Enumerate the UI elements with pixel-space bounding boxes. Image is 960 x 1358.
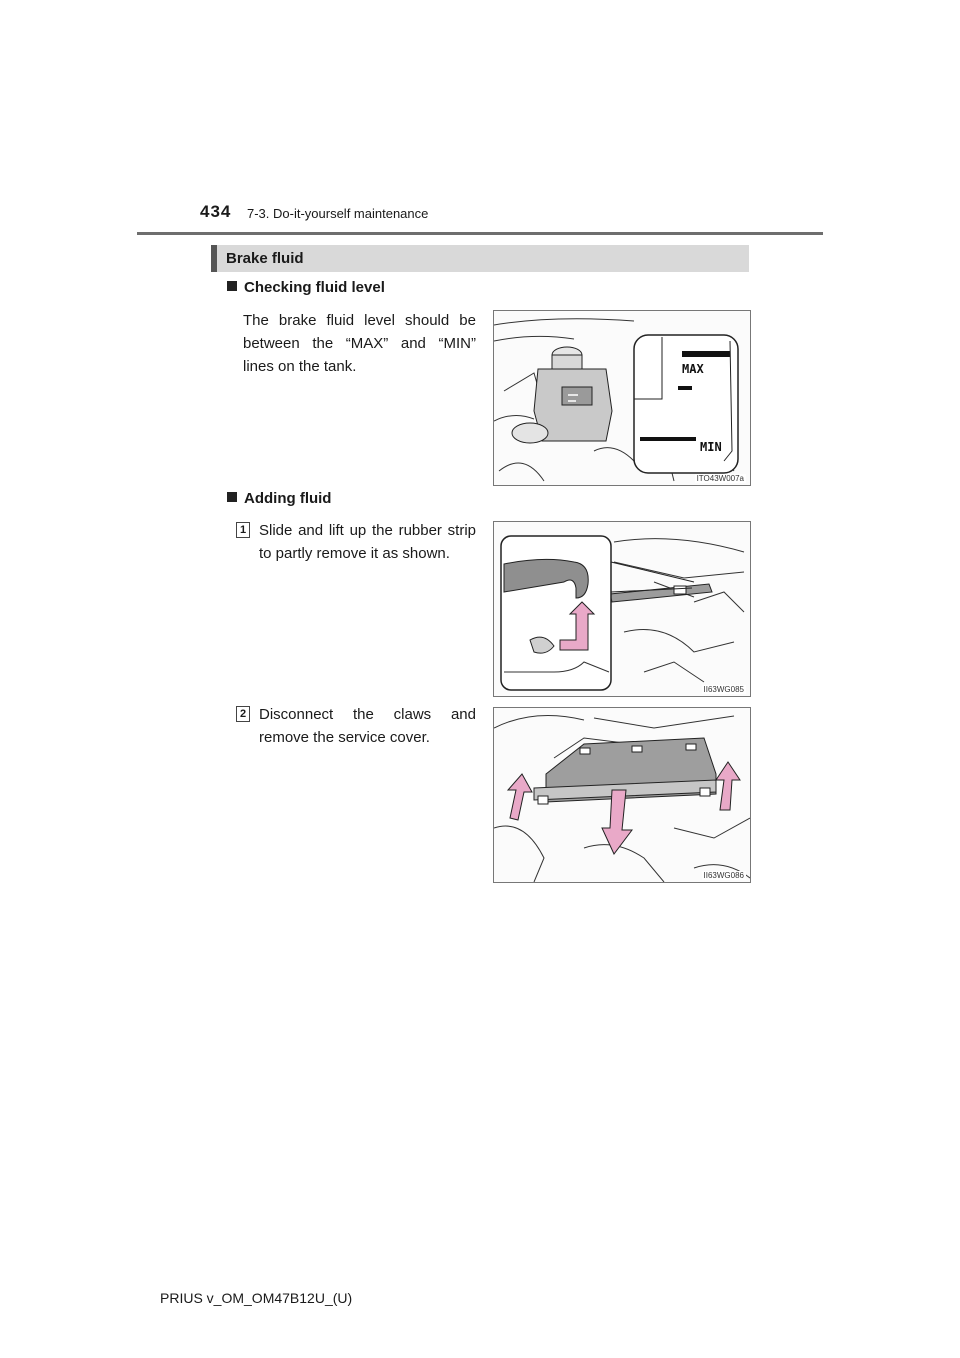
page-number: 434 (200, 202, 232, 221)
document-footer: PRIUS v_OM_OM47B12U_(U) (160, 1290, 353, 1306)
up-arrow-icon (508, 774, 532, 820)
checking-text: The brake fluid level should be between the “MAX” and “MIN” lines on the tank. (243, 312, 476, 375)
reservoir-illustration (494, 311, 750, 485)
min-label: MIN (700, 440, 722, 454)
checking-title: Checking fluid level (244, 279, 385, 296)
rubber-strip-figure (493, 521, 751, 697)
step-number: 1 (236, 522, 250, 538)
figure-code: II63WG086 (703, 871, 744, 880)
up-arrow-icon (716, 762, 740, 810)
figure-code: II63WG085 (703, 685, 744, 694)
square-bullet-icon (227, 281, 237, 291)
rubber-strip-illustration (494, 522, 750, 696)
step-number: 2 (236, 706, 250, 722)
step-text: Slide and lift up the rubber strip to partly remove it as shown. (259, 522, 476, 562)
section-title: 7-3. Do-it-yourself maintenance (247, 206, 429, 221)
header-rule (137, 232, 823, 235)
step-text: Disconnect the claws and remove the service cover. (259, 706, 476, 746)
heading-title: Brake fluid (226, 250, 304, 267)
square-bullet-icon (227, 492, 237, 502)
brake-fluid-reservoir-figure (493, 310, 751, 486)
max-label: MAX (682, 362, 704, 376)
adding-subheading (227, 490, 331, 507)
checking-subheading (227, 279, 385, 296)
adding-title: Adding fluid (244, 490, 332, 507)
service-cover-illustration (494, 708, 750, 882)
figure-code: ITO43W007a (696, 474, 744, 483)
service-cover-figure (493, 707, 751, 883)
heading-bar (211, 245, 749, 272)
